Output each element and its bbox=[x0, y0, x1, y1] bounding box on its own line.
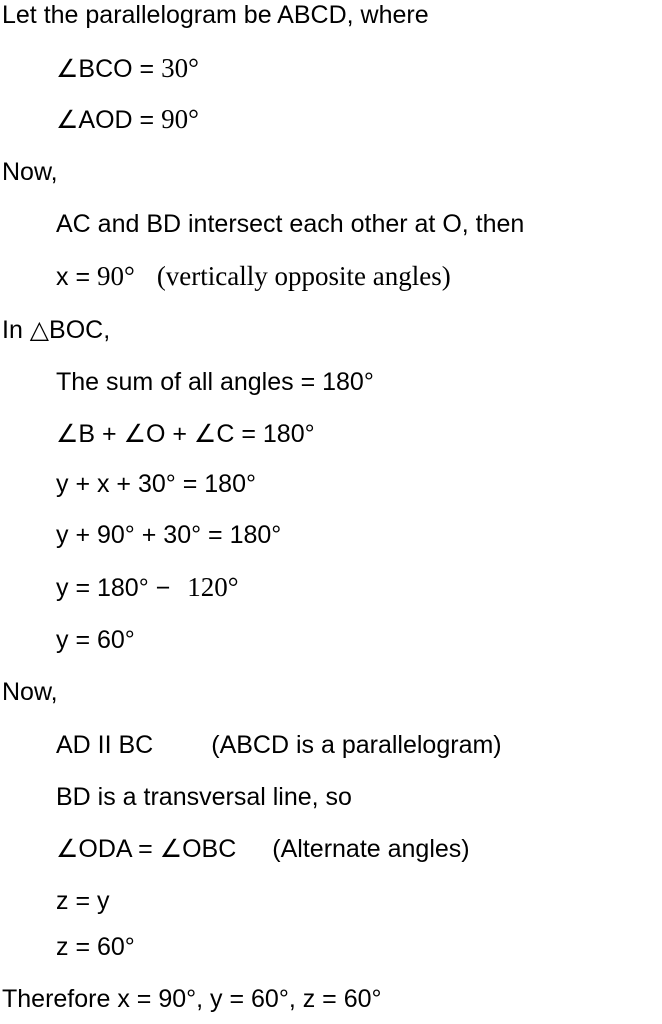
y-result: y = 60° bbox=[56, 626, 135, 654]
transversal-text: BD is a transversal line, so bbox=[56, 783, 352, 811]
intersect-text: AC and BD intersect each other at O, then bbox=[56, 210, 525, 238]
alternate-statement bbox=[56, 834, 470, 864]
given-bco-label: ∠BCO = bbox=[56, 55, 162, 83]
in-triangle-heading: In △BOC, bbox=[2, 316, 111, 344]
alternate-reason: (Alternate angles) bbox=[272, 835, 470, 863]
final-answer: Therefore x = 90°, y = 60°, z = 60° bbox=[2, 985, 382, 1013]
step-3-equation bbox=[56, 572, 239, 603]
now-heading-1: Now, bbox=[2, 158, 58, 186]
given-bco bbox=[56, 53, 199, 84]
given-aod bbox=[56, 104, 199, 135]
parallel-text: AD II BC bbox=[56, 731, 154, 759]
z-equals-y: z = y bbox=[56, 887, 110, 915]
parallel-reason: (ABCD is a parallelogram) bbox=[211, 731, 502, 759]
given-bco-value: 30° bbox=[161, 53, 199, 83]
z-result: z = 60° bbox=[56, 933, 135, 961]
step-3-left: y = 180° − bbox=[56, 574, 178, 602]
parallel-statement bbox=[56, 730, 502, 760]
x-value: 90° bbox=[97, 261, 135, 291]
x-reason: (vertically opposite angles) bbox=[156, 261, 451, 291]
given-aod-label: ∠AOD = bbox=[56, 106, 162, 134]
angle-sum-equation: ∠B + ∠O + ∠C = 180° bbox=[56, 420, 315, 448]
now-heading-2: Now, bbox=[2, 678, 58, 706]
sum-angles-text: The sum of all angles = 180° bbox=[56, 368, 374, 396]
given-aod-value: 90° bbox=[161, 104, 199, 134]
intro-text: Let the parallelogram be ABCD, where bbox=[2, 1, 429, 29]
x-equation bbox=[56, 261, 451, 292]
alternate-equation: ∠ODA = ∠OBC bbox=[56, 835, 237, 863]
step-1-equation: y + x + 30° = 180° bbox=[56, 470, 256, 498]
x-label: x = bbox=[56, 263, 97, 291]
step-3-right: 120° bbox=[187, 572, 239, 602]
step-2-equation: y + 90° + 30° = 180° bbox=[56, 521, 282, 549]
